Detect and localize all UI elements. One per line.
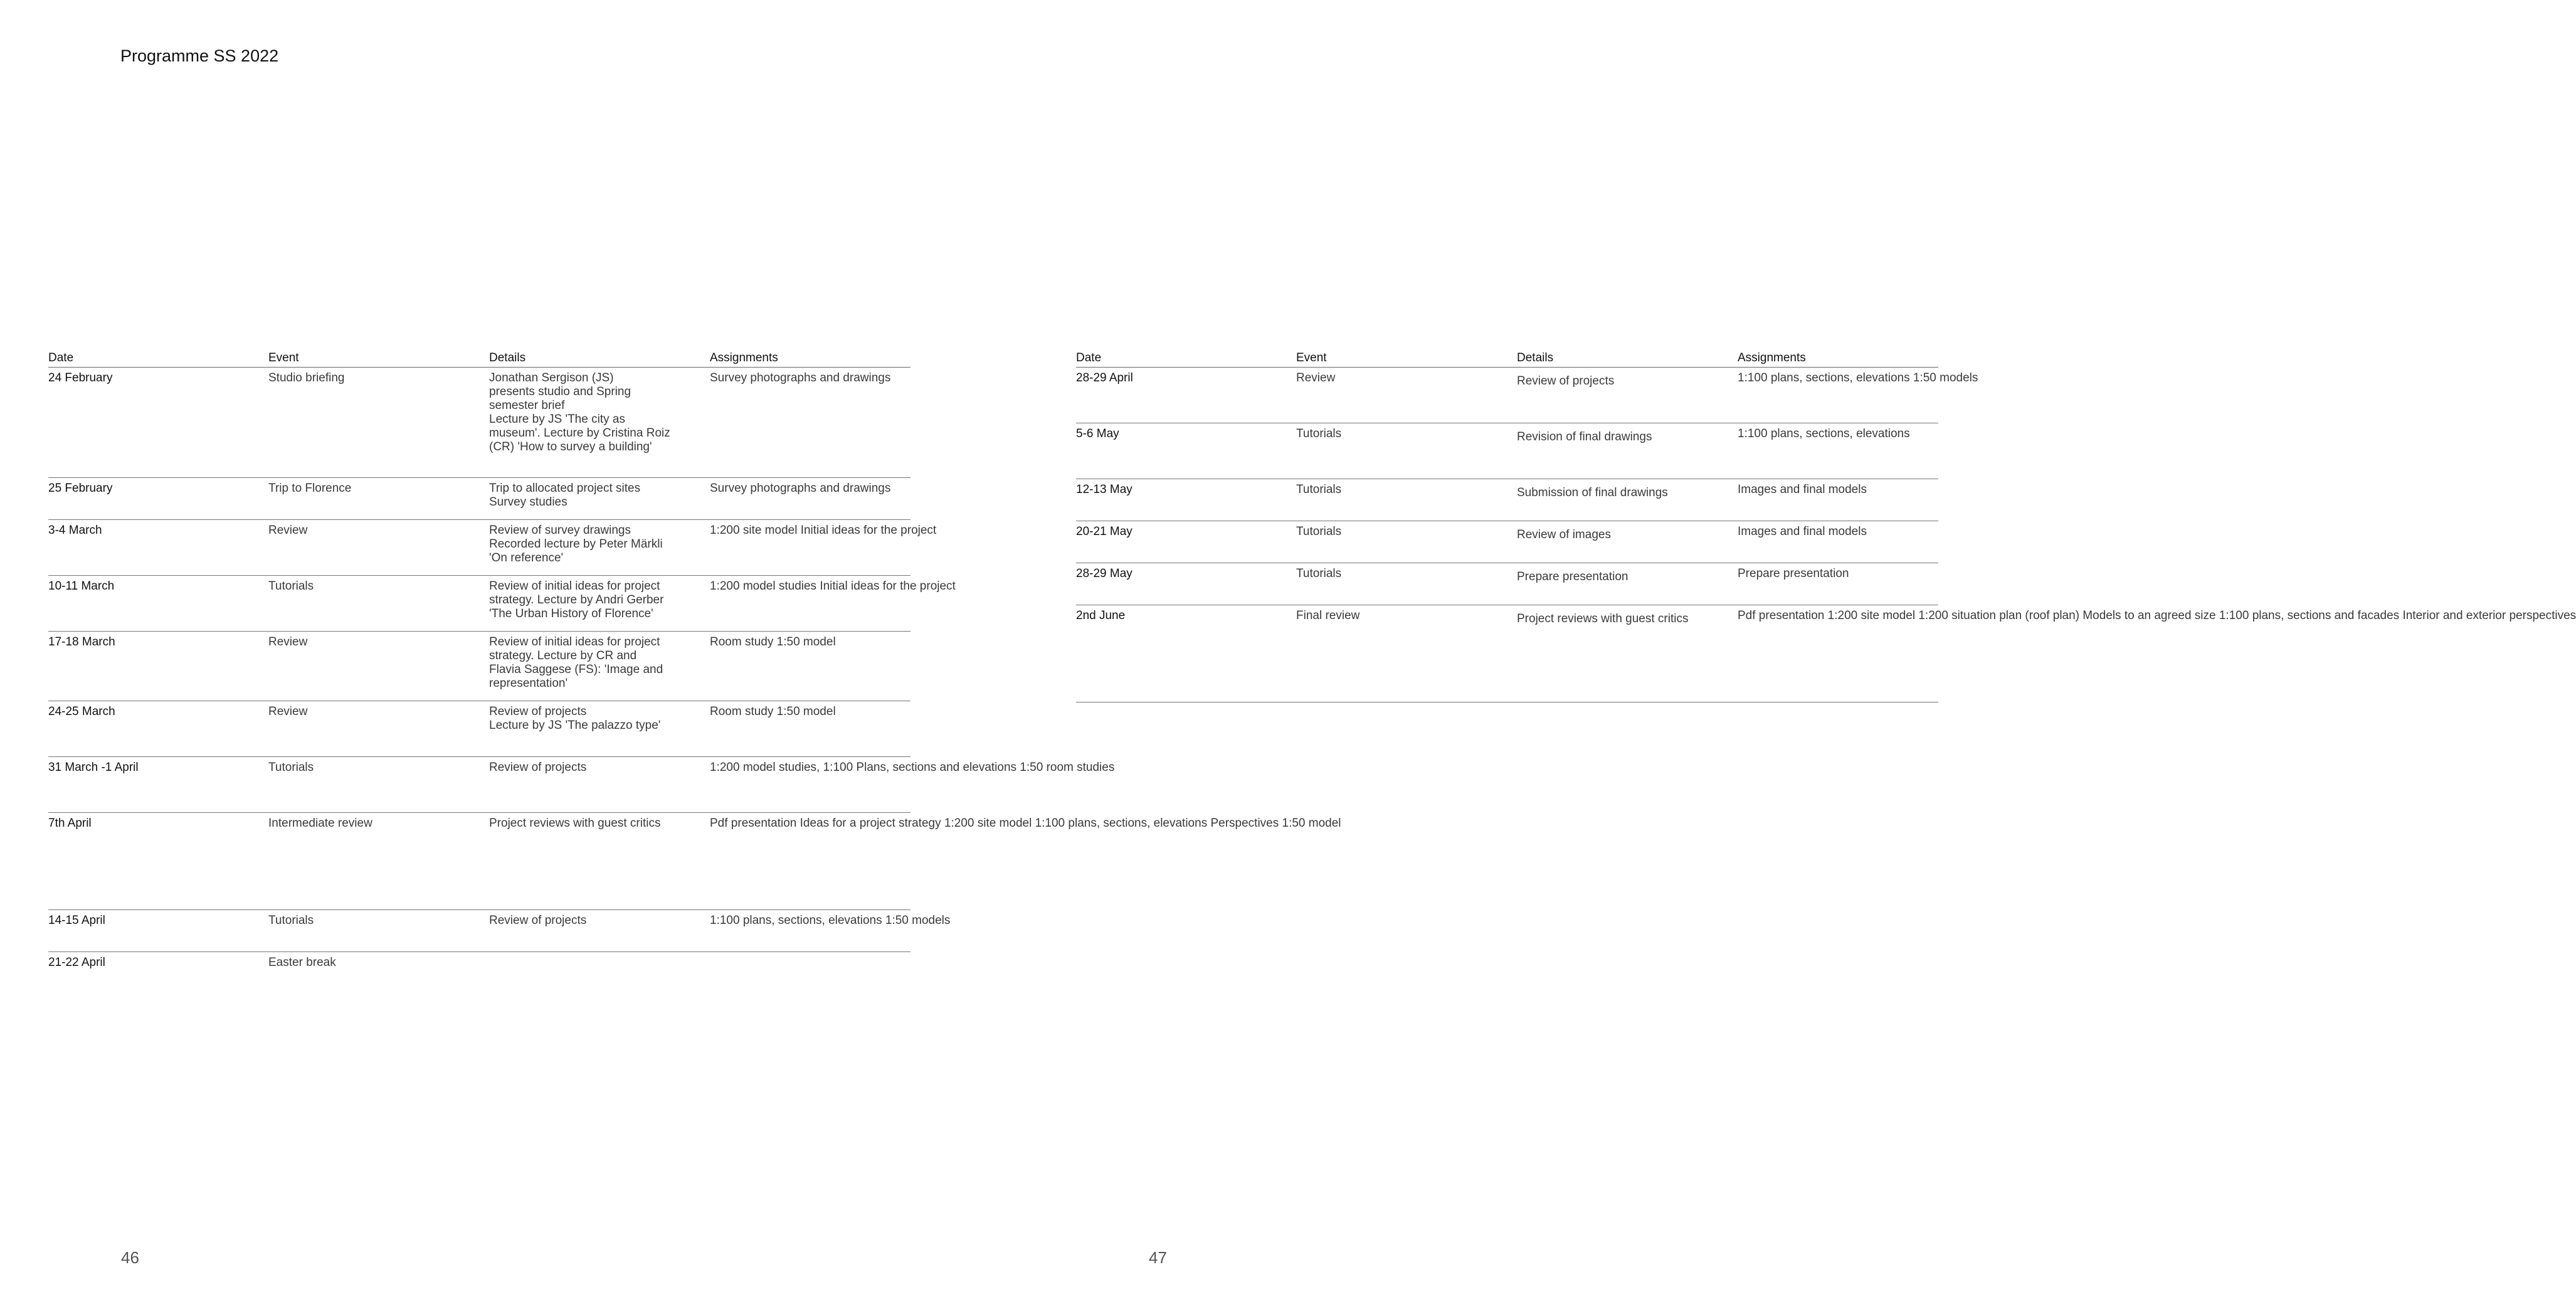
row-assignments: Survey photographs and drawings <box>710 371 891 384</box>
row-assignments: Prepare presentation <box>1738 567 1849 580</box>
row-details: Review of initial ideas for project strategy. Lecture by Andri Gerber 'The Urban History of Florence' <box>489 580 664 620</box>
row-assignments: 1:200 model studies, 1:100 Plans, sections and elevations 1:50 room studies <box>710 761 1115 774</box>
table-row <box>48 478 911 520</box>
row-assignments: Room study 1:50 model <box>710 705 836 718</box>
row-event: Review <box>268 524 308 537</box>
row-date: 25 February <box>48 482 113 495</box>
table-row <box>48 368 911 478</box>
row-event: Review <box>1296 371 1336 384</box>
row-assignments: Pdf presentation 1:200 site model 1:200 situation plan (roof plan) Models to an agreed size 1:100 plans, sections and facades Interior and exterior perspectives <box>1738 609 2576 622</box>
row-date: 12-13 May <box>1076 483 1132 496</box>
row-details: Review of projects <box>489 914 587 927</box>
table-row <box>48 757 1115 813</box>
header-date: Date <box>48 351 74 364</box>
row-details: Review of projects <box>1517 374 1615 388</box>
table-header <box>48 351 911 368</box>
table-row <box>1076 605 2576 702</box>
row-event: Tutorials <box>1296 483 1342 496</box>
row-assignments: Images and final models <box>1738 525 1867 538</box>
row-event: Tutorials <box>268 761 314 774</box>
row-event: Review <box>268 635 308 649</box>
row-date: 28-29 May <box>1076 567 1132 580</box>
row-event: Tutorials <box>1296 567 1342 580</box>
row-assignments: Images and final models <box>1738 483 1867 496</box>
row-date: 24 February <box>48 371 113 384</box>
header-date: Date <box>1076 351 1102 364</box>
row-details: Revision of final drawings <box>1517 430 1652 443</box>
row-details: Review of survey drawings Recorded lecture by Peter Märkli 'On reference' <box>489 524 663 564</box>
row-event: Tutorials <box>1296 525 1342 538</box>
row-details: Project reviews with guest critics <box>489 817 661 830</box>
row-details: Jonathan Sergison (JS) presents studio and Spring semester brief Lecture by JS 'The city as museum'. Lecture by Cristina Roiz (CR) 'How to survey a building' <box>489 371 670 453</box>
table-row <box>48 952 911 977</box>
row-date: 17-18 March <box>48 635 115 649</box>
header-assignments: Assignments <box>710 351 778 364</box>
header-event: Event <box>268 351 299 364</box>
row-details: Trip to allocated project sites Survey studies <box>489 482 641 509</box>
row-assignments: 1:200 model studies Initial ideas for the project <box>710 580 956 593</box>
page-number-right: 47 <box>1149 1248 1167 1267</box>
row-date: 20-21 May <box>1076 525 1132 538</box>
table-row <box>48 910 951 952</box>
header-assignments: Assignments <box>1738 351 1806 364</box>
row-event: Tutorials <box>1296 427 1342 440</box>
table-row <box>1076 563 1938 605</box>
row-event: Studio briefing <box>268 371 345 384</box>
row-event: Final review <box>1296 609 1360 622</box>
row-event: Trip to Florence <box>268 482 352 495</box>
row-details: Submission of final drawings <box>1517 486 1668 499</box>
row-date: 14-15 April <box>48 914 105 927</box>
row-date: 2nd June <box>1076 609 1126 622</box>
row-assignments: Room study 1:50 model <box>710 635 836 649</box>
table-row <box>48 520 937 576</box>
table-row <box>48 632 911 701</box>
row-event: Easter break <box>268 956 336 969</box>
row-event: Review <box>268 705 308 718</box>
row-assignments <box>710 956 911 977</box>
row-details: Prepare presentation <box>1517 570 1628 583</box>
table-header <box>1076 351 1938 368</box>
row-details: Review of images <box>1517 528 1611 541</box>
row-assignments: Survey photographs and drawings <box>710 482 891 495</box>
row-date: 3-4 March <box>48 524 102 537</box>
row-assignments: 1:100 plans, sections, elevations 1:50 models <box>1738 371 1978 384</box>
header-event: Event <box>1296 351 1327 364</box>
header-details: Details <box>1517 351 1554 364</box>
row-assignments: Pdf presentation Ideas for a project strategy 1:200 site model 1:100 plans, sections, elevations Perspectives 1:50 model <box>710 817 1341 830</box>
row-date: 24-25 March <box>48 705 115 718</box>
header-details: Details <box>489 351 526 364</box>
row-details: Review of projects Lecture by JS 'The palazzo type' <box>489 705 661 732</box>
table-row <box>48 701 911 757</box>
row-event: Intermediate review <box>268 817 372 830</box>
row-date: 5-6 May <box>1076 427 1119 440</box>
row-date: 28-29 April <box>1076 371 1133 384</box>
page-title: Programme SS 2022 <box>120 46 279 65</box>
row-assignments: 1:100 plans, sections, elevations <box>1738 427 1910 440</box>
row-details: Review of projects <box>489 761 587 774</box>
row-date: 21-22 April <box>48 956 105 969</box>
table-row <box>48 576 956 632</box>
page-number-left: 46 <box>121 1248 139 1267</box>
row-event: Tutorials <box>268 914 314 927</box>
table-row <box>1076 423 1938 479</box>
row-assignments: 1:100 plans, sections, elevations 1:50 models <box>710 914 951 927</box>
row-event: Tutorials <box>268 580 314 593</box>
table-row <box>1076 521 1938 563</box>
row-date: 31 March -1 April <box>48 761 139 774</box>
row-assignments: 1:200 site model Initial ideas for the project <box>710 524 937 537</box>
row-details <box>489 956 710 977</box>
row-details: Review of initial ideas for project strategy. Lecture by CR and Flavia Saggese (FS): 'Image and representation' <box>489 635 663 690</box>
schedule-table-right <box>1076 351 2576 702</box>
row-details: Project reviews with guest critics <box>1517 612 1689 625</box>
row-date: 10-11 March <box>48 580 115 593</box>
row-date: 7th April <box>48 817 92 830</box>
table-row <box>1076 479 1938 521</box>
table-row <box>48 813 1341 910</box>
table-row <box>1076 368 1978 423</box>
